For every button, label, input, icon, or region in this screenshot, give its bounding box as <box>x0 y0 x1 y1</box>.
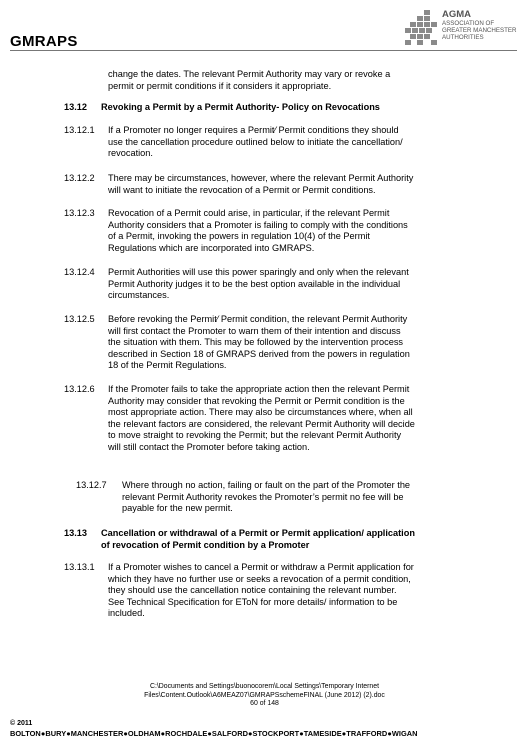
text-line: If a Promoter wishes to cancel a Permit or withdraw a Permit application for <box>108 562 414 572</box>
text-line: change the dates. The relevant Permit Authority may vary or revoke a <box>108 69 391 79</box>
text-line: the relevant factors are considered, the relevant Permit Authority will decide <box>108 418 415 429</box>
paragraph-13-12-4 <box>108 267 409 302</box>
text-line: Cancellation or withdrawal of a Permit or Permit application/ application <box>101 528 415 538</box>
text-line: 18 of the Permit Regulations. <box>108 360 227 371</box>
text-line: Where through no action, failing or fault on the part of the Promoter the <box>122 480 411 490</box>
text-line: Authority may consider that revoking the Permit or Permit condition is the <box>108 395 405 406</box>
paragraph-13-12-2 <box>108 173 413 196</box>
logo-name: AGMA <box>442 9 472 20</box>
logo-subtitle-line: GREATER MANCHESTER <box>442 27 517 35</box>
paragraph-number: 13.12.1 <box>64 125 95 135</box>
paragraph-number: 13.12.6 <box>64 384 95 394</box>
text-line: There may be circumstances, however, where the relevant Permit Authority <box>108 173 414 183</box>
text-line: of revocation of Permit condition by a Promoter <box>101 539 310 550</box>
text-line: Before revoking the Permit⁄ Permit condition, the relevant Permit Authority <box>108 314 408 324</box>
paragraph-number: 13.12.7 <box>76 480 107 490</box>
text-line: will first contact the Promoter to warn them of their intention and discuss <box>108 325 401 336</box>
text-line: Revocation of a Permit could arise, in particular, if the relevant Permit <box>108 208 390 218</box>
text-line: relevant Permit Authority revokes the Promoter’s permit no fee will be <box>122 491 404 502</box>
header-divider <box>10 50 517 51</box>
text-line: permit or permit conditions if it considers it appropriate. <box>108 80 332 91</box>
text-line: Permit Authority judges it to be the best option available in the individual <box>108 278 401 289</box>
section-number-13-12: 13.12 <box>64 102 87 112</box>
paragraph-13-12-7 <box>122 480 410 515</box>
logo-subtitle <box>442 20 524 41</box>
paragraph-13-12-5 <box>108 314 410 372</box>
paragraph-number: 13.13.1 <box>64 562 95 572</box>
text-line: the situation with them. This may be followed by the intervention process <box>108 337 404 348</box>
text-line: If the Promoter fails to take the appropriate action then the relevant Permit <box>108 384 410 394</box>
text-line: Permit Authorities will use this power sparingly and only when the relevant <box>108 267 409 277</box>
text-line: described in Section 18 of GMRAPS derived from the powers in regulation <box>108 348 410 359</box>
intro-paragraph <box>108 69 390 92</box>
page-number: 60 of 148 <box>250 700 279 708</box>
section-number-13-13: 13.13 <box>64 528 87 538</box>
section-heading-13-13 <box>101 528 415 551</box>
text-line: included. <box>108 608 145 619</box>
text-line: to move straight to revoking the Permit; but the relevant Permit Authority <box>108 430 402 441</box>
paragraph-number: 13.12.4 <box>64 267 95 277</box>
paragraph-number: 13.12.3 <box>64 208 95 218</box>
text-line: of a Permit, invoking the powers in regulation 10(4) of the Permit <box>108 231 370 242</box>
text-line: circumstances. <box>108 290 170 301</box>
document-header-title: GMRAPS <box>10 33 78 50</box>
paragraph-number: 13.12.5 <box>64 314 95 324</box>
text-line: will still contact the Promoter before taking action. <box>108 441 310 452</box>
footer-line: C:\Documents and Settings\buonocorem\Local Settings\Temporary Internet <box>149 683 380 690</box>
text-line: most appropriate action. There may also be circumstances where, when all <box>108 407 413 418</box>
text-line: Authority considers that a Promoter is failing to comply with the conditions <box>108 219 408 230</box>
footer-towns: BOLTON●BURY●MANCHESTER●OLDHAM●ROCHDALE●SALFORD●STOCKPORT●TAMESIDE●TRAFFORD●WIGAN <box>10 729 418 738</box>
text-line: which they have no further use or seeks a revocation of a permit condition, <box>108 573 411 584</box>
copyright: © 2011 <box>10 720 33 727</box>
text-line: they should use the cancellation notice containing the relevant number. <box>108 585 397 596</box>
text-line: will want to initiate the revocation of a Permit or Permit conditions. <box>108 184 376 195</box>
paragraph-13-12-3 <box>108 208 408 254</box>
footer-file-path <box>100 683 429 709</box>
logo-subtitle-line: AUTHORITIES <box>442 34 484 42</box>
logo-subtitle-line: ASSOCIATION OF <box>442 20 495 27</box>
agma-logo <box>404 9 522 49</box>
paragraph-number: 13.12.2 <box>64 173 95 183</box>
text-line: payable for the new permit. <box>122 503 233 514</box>
paragraph-13-13-1 <box>108 562 414 620</box>
text-line: If a Promoter no longer requires a Permit⁄ Permit conditions they should <box>108 125 399 135</box>
section-heading-13-12: Revoking a Permit by a Permit Authority- Policy on Revocations <box>101 102 380 112</box>
text-line: use the cancellation procedure outlined below to initiate the cancellation/ <box>108 136 403 147</box>
agma-logo-icon <box>404 9 440 49</box>
text-line: Regulations which are incorporated into GMRAPS. <box>108 242 315 253</box>
footer-line: Files\Content.Outlook\A6MEAZ07\GMRAPSschemeFINAL (June 2012) (2).doc <box>144 691 385 699</box>
paragraph-13-12-1 <box>108 125 403 160</box>
text-line: See Technical Specification for EToN for more details/ information to be <box>108 596 398 607</box>
text-line: revocation. <box>108 148 153 159</box>
paragraph-13-12-6 <box>108 384 415 454</box>
